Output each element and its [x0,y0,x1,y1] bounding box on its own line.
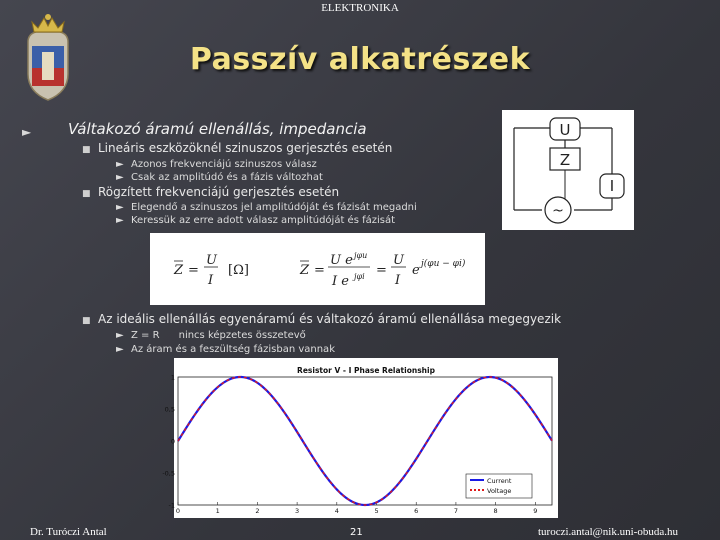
formula1-unit: [Ω] [228,263,249,278]
sub3-item-2: Az áram és a feszültség fázisban vannak [131,344,335,355]
bullet-arrow-icon: ► [22,125,32,139]
arrow-bullet-icon: ► [116,202,124,213]
slide-header: ELEKTRONIKA [321,2,399,14]
formula1-num: U [206,253,217,268]
main-bullet-text: Váltakozó áramú ellenállás, impedancia [68,120,367,138]
sub3-item-1: Z = R nincs képzetes összetevő [131,330,306,341]
ac-source-symbol: ~ [552,203,564,219]
legend-label-current: Current [487,477,512,485]
arrow-bullet-icon: ► [116,159,124,170]
formula2-mid-den: I [395,273,401,288]
x-tick-label: 7 [453,507,458,515]
current-label: I [609,177,615,195]
page-number: 21 [350,527,363,538]
arrow-bullet-icon: ► [116,215,124,226]
legend-label-voltage: Voltage [487,487,512,495]
footer-email: turoczi.antal@nik.uni-obuda.hu [538,526,678,538]
formula2-lhs: Z [300,263,310,278]
arrow-bullet-icon: ► [116,344,124,355]
formula1-den: I [208,273,214,288]
x-tick-label: 9 [533,507,538,515]
square-bullet-icon: ■ [82,145,91,155]
x-tick-label: 2 [255,507,260,515]
square-bullet-icon: ■ [82,316,91,326]
formula2-den: I e [332,274,349,289]
sub2-item-1: Elegendő a szinuszos jel amplitúdóját és fázisát megadni [131,202,417,213]
chart-title: Resistor V - I Phase Relationship [297,366,435,375]
x-tick-label: 4 [334,507,339,515]
formula2-eq1: = [314,263,325,278]
square-bullet-icon: ■ [82,189,91,199]
arrow-bullet-icon: ► [116,330,124,341]
slide-title: Passzív alkatrészek [189,42,531,77]
x-tick-label: 8 [493,507,498,515]
impedance-formula [150,233,485,305]
footer-author: Dr. Turóczi Antal [30,526,107,538]
x-tick-label: 3 [295,507,300,515]
circuit-diagram [502,110,634,230]
x-tick-label: 1 [215,507,220,515]
x-tick-label: 6 [414,507,419,515]
sub1-item-1: Azonos frekvenciájú szinuszos válasz [131,159,317,170]
formula2-rhs-base: e [412,263,420,278]
formula2-num-exp: jφu [354,251,368,260]
y-tick-label: -1 [168,501,175,510]
formula2-mid-num: U [393,253,404,268]
x-tick-label: 5 [374,507,379,515]
formula2-num: U e [330,253,353,268]
formula2-rhs-exp: j(φu − φi) [421,259,466,269]
formula2-den-exp: jφi [354,272,365,281]
y-tick-label: 0 [170,437,175,446]
sub1-item-2: Csak az amplitúdó és a fázis változhat [131,172,323,183]
phase-chart [150,358,558,518]
impedance-label: Z [559,151,571,169]
sub-bullet-2: Rögzített frekvenciájú gerjesztés esetén [98,185,340,199]
y-tick-label: 0,5 [164,405,175,414]
arrow-bullet-icon: ► [116,172,124,183]
voltage-label: U [559,121,571,139]
y-tick-label: 1 [170,373,175,382]
university-crest-logo [18,12,78,102]
y-tick-label: -0,5 [162,469,175,478]
sub2-item-2: Keressük az erre adott válasz amplitúdóját és fázisát [131,215,396,226]
formula1-eq: = [188,263,199,278]
sub-bullet-1: Lineáris eszközöknél szinuszos gerjesztés esetén [98,141,393,155]
formula2-eq2: = [376,263,387,278]
formula1-lhs: Z [174,263,184,278]
x-tick-label: 0 [175,507,181,515]
sub-bullet-3: Az ideális ellenállás egyenáramú és váltakozó áramú ellenállása megegyezik [98,312,562,326]
